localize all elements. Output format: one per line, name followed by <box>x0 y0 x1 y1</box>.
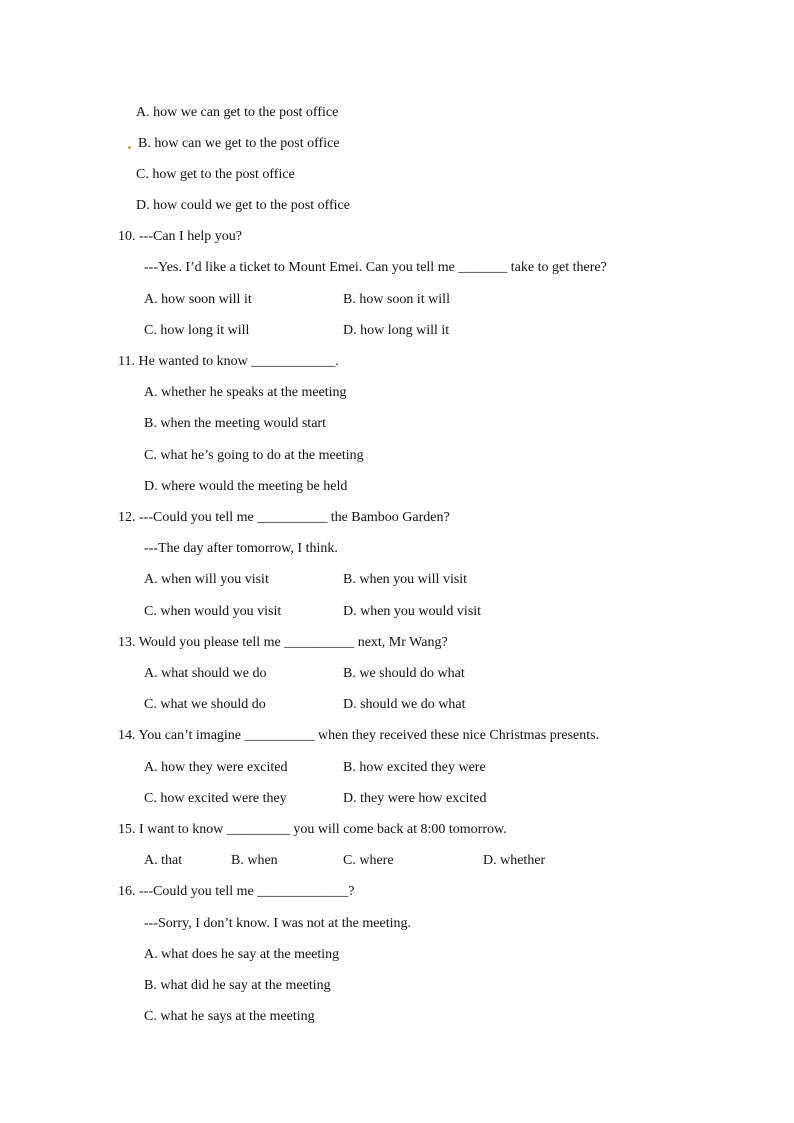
option-15d: D. whether <box>483 853 546 868</box>
option-13a: A. what should we do <box>144 666 267 681</box>
question-13: 13. Would you please tell me __________ next, Mr Wang? <box>118 635 448 650</box>
question-12: 12. ---Could you tell me __________ the Bamboo Garden? <box>118 510 450 525</box>
option-15c: C. where <box>343 853 394 868</box>
question-12-reply: ---The day after tomorrow, I think. <box>144 541 338 556</box>
option-12c: C. when would you visit <box>144 604 282 619</box>
option-12a: A. when will you visit <box>144 572 269 587</box>
option-13c: C. what we should do <box>144 697 266 712</box>
option-9b: B. how can we get to the post office <box>138 136 340 151</box>
option-15a: A. that <box>144 853 183 868</box>
option-12d: D. when you would visit <box>343 604 482 619</box>
option-14d: D. they were how excited <box>343 791 487 806</box>
option-10b: B. how soon it will <box>343 292 450 307</box>
bullet-mark <box>128 146 131 149</box>
question-11: 11. He wanted to know ____________. <box>118 354 339 369</box>
option-11a: A. whether he speaks at the meeting <box>144 385 347 400</box>
question-16: 16. ---Could you tell me _____________? <box>118 884 355 899</box>
option-9a: A. how we can get to the post office <box>136 105 339 120</box>
question-16-reply: ---Sorry, I don’t know. I was not at the meeting. <box>144 916 411 931</box>
option-10a: A. how soon will it <box>144 292 252 307</box>
option-9d: D. how could we get to the post office <box>136 198 350 213</box>
option-14b: B. how excited they were <box>343 760 486 775</box>
option-12b: B. when you will visit <box>343 572 468 587</box>
option-14c: C. how excited were they <box>144 791 287 806</box>
option-11c: C. what he’s going to do at the meeting <box>144 448 364 463</box>
question-15: 15. I want to know _________ you will come back at 8:00 tomorrow. <box>118 822 507 837</box>
option-16b: B. what did he say at the meeting <box>144 978 331 993</box>
question-14: 14. You can’t imagine __________ when they received these nice Christmas presents. <box>118 728 600 743</box>
option-9c: C. how get to the post office <box>136 167 295 182</box>
option-15b: B. when <box>231 853 278 868</box>
option-14a: A. how they were excited <box>144 760 288 775</box>
question-10-reply: ---Yes. I’d like a ticket to Mount Emei. Can you tell me _______ take to get there? <box>144 260 607 275</box>
question-10: 10. ---Can I help you? <box>118 229 243 244</box>
option-16c: C. what he says at the meeting <box>144 1009 315 1024</box>
option-16a: A. what does he say at the meeting <box>144 947 340 962</box>
option-11d: D. where would the meeting be held <box>144 479 348 494</box>
option-11b: B. when the meeting would start <box>144 416 326 431</box>
option-10c: C. how long it will <box>144 323 250 338</box>
option-13b: B. we should do what <box>343 666 465 681</box>
option-10d: D. how long will it <box>343 323 450 338</box>
option-13d: D. should we do what <box>343 697 466 712</box>
